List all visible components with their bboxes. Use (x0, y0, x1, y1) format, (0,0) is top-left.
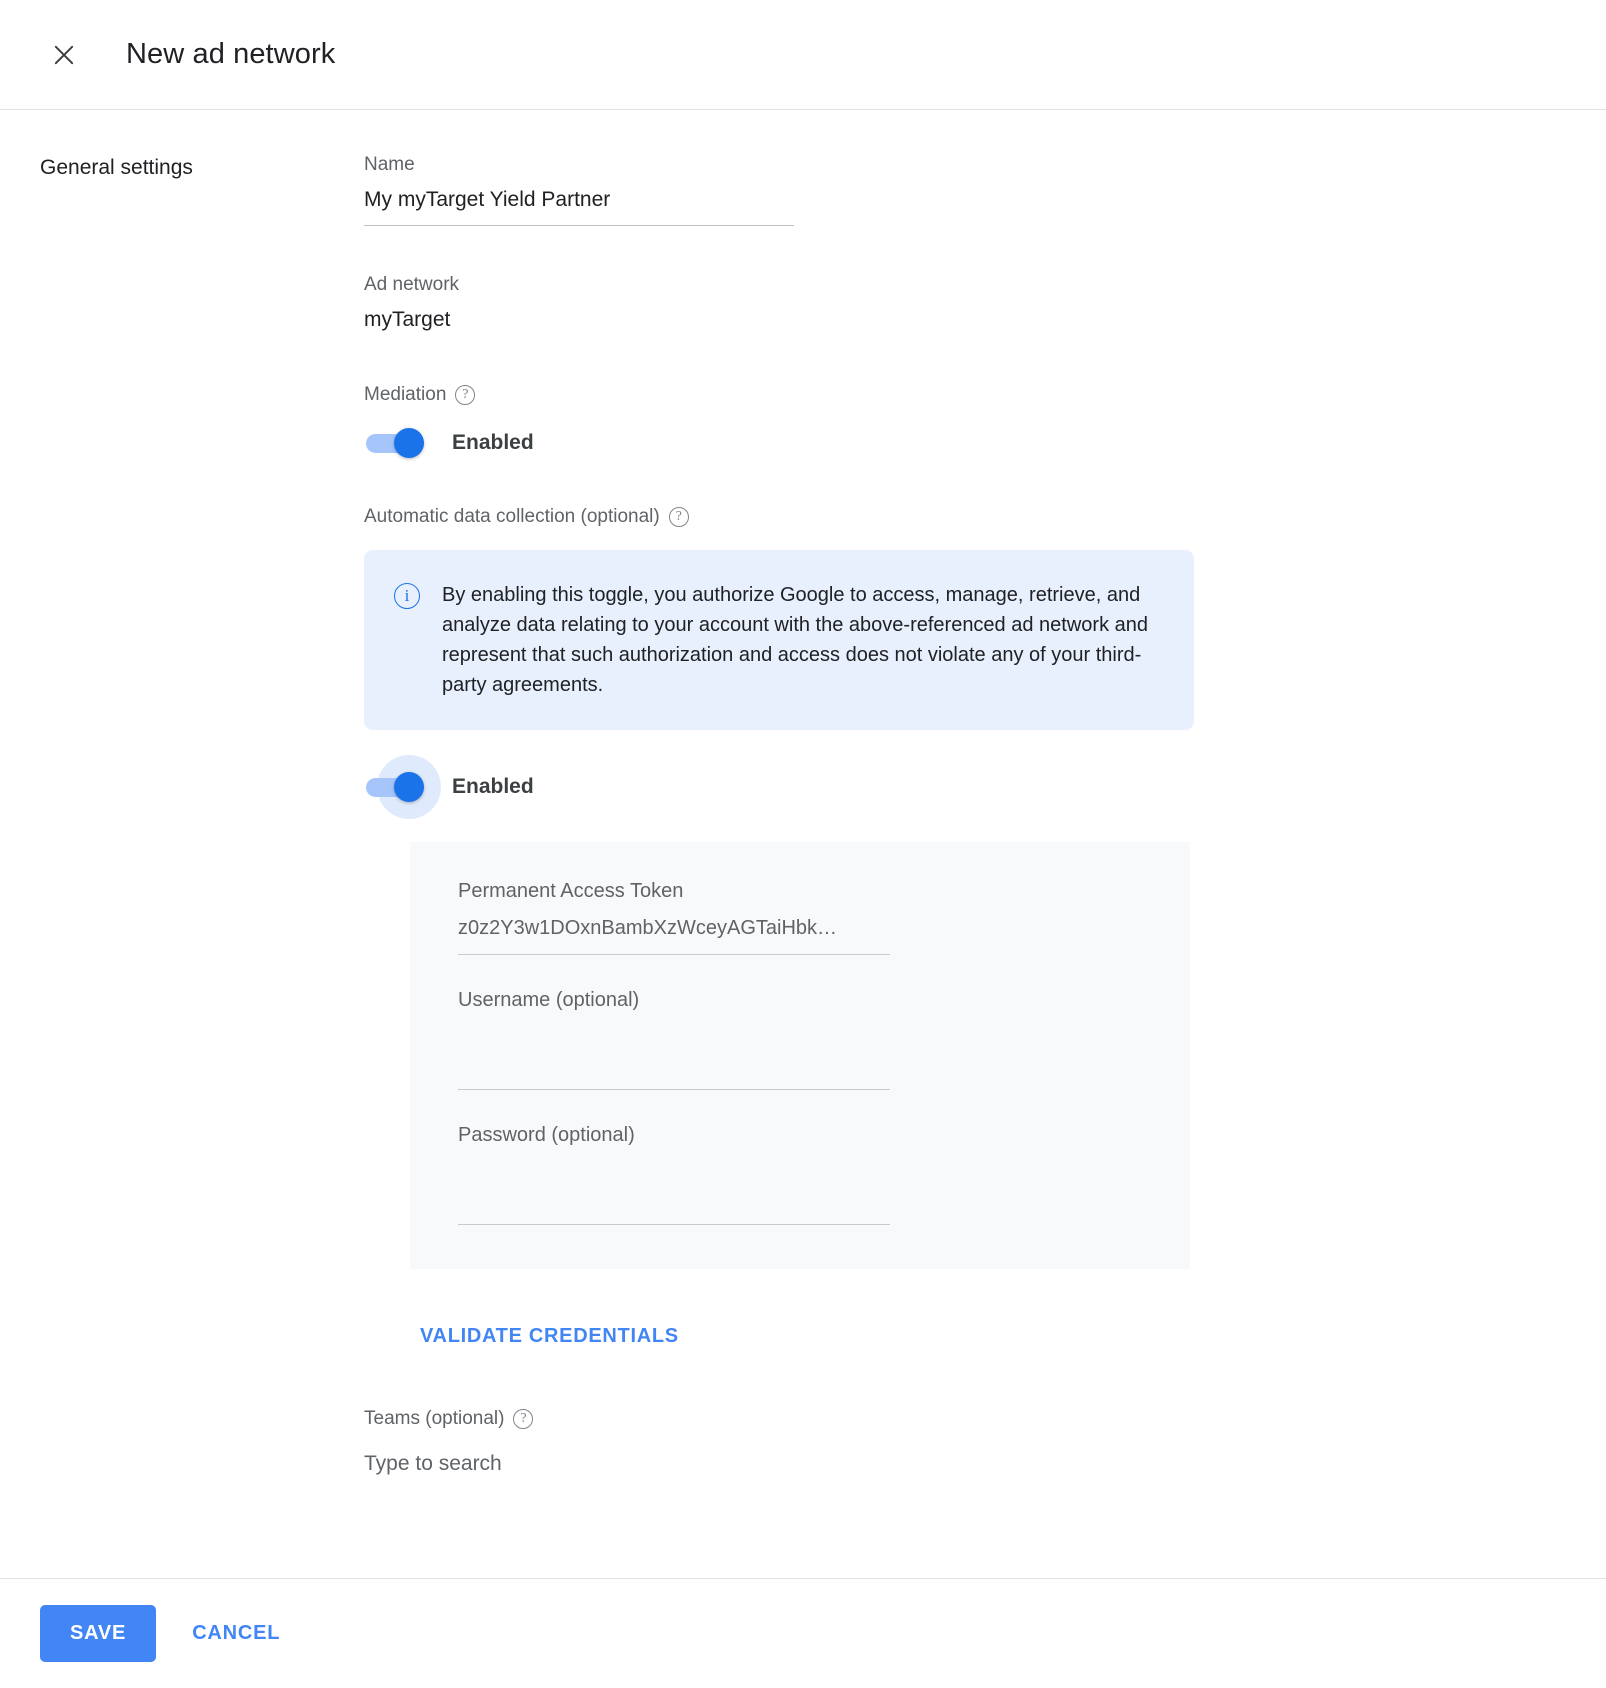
username-label: Username (optional) (458, 989, 640, 1011)
name-label: Name (364, 154, 415, 175)
credentials-panel (410, 842, 1190, 1269)
help-icon[interactable]: ? (455, 385, 475, 405)
data-collection-toggle[interactable] (364, 772, 430, 802)
authorization-info-text: By enabling this toggle, you authorize Google to access, manage, retrieve, and analyze data relating to your account with the above-referenced ad network and represent that such authorization and access does not violate any of your third-party agreements. (442, 584, 1148, 696)
data-collection-toggle-row (364, 772, 1546, 802)
data-collection-toggle-label: Enabled (452, 775, 534, 798)
password-label: Password (optional) (458, 1124, 635, 1146)
info-icon: i (394, 583, 420, 609)
section-title: General settings (40, 156, 193, 179)
data-collection-label: Automatic data collection (optional) (364, 506, 660, 527)
dialog-header (0, 0, 1606, 110)
password-field (458, 1124, 1190, 1225)
authorization-info-box (364, 550, 1194, 730)
mediation-toggle-label: Enabled (452, 431, 534, 454)
mediation-toggle-row (364, 428, 1546, 458)
teams-group (364, 1408, 1546, 1476)
password-input[interactable] (458, 1161, 890, 1225)
toggle-knob (394, 772, 424, 802)
validate-credentials-button[interactable]: VALIDATE CREDENTIALS (420, 1325, 679, 1347)
teams-search-input[interactable]: Type to search (364, 1452, 502, 1475)
token-field (458, 880, 1190, 955)
ad-network-label: Ad network (364, 274, 460, 295)
close-icon[interactable] (42, 33, 86, 77)
username-input[interactable] (458, 1026, 890, 1090)
data-collection-label-row (364, 506, 1546, 528)
username-field (458, 989, 1190, 1090)
help-icon[interactable]: ? (513, 1409, 533, 1429)
teams-label-row (364, 1408, 1546, 1430)
ad-network-value: myTarget (364, 308, 451, 331)
name-input[interactable] (364, 188, 794, 226)
mediation-toggle[interactable] (364, 428, 430, 458)
page-title: New ad network (126, 38, 336, 70)
name-field-group (364, 154, 1546, 226)
general-settings-form (364, 154, 1606, 1578)
mediation-group (364, 384, 1546, 458)
ad-network-group (364, 274, 1546, 336)
dialog-footer (0, 1578, 1606, 1688)
cancel-button[interactable]: CANCEL (170, 1605, 302, 1662)
token-input[interactable] (458, 917, 890, 955)
mediation-label: Mediation (364, 384, 447, 405)
toggle-knob (394, 428, 424, 458)
save-button[interactable]: SAVE (40, 1605, 156, 1662)
dialog-body (0, 110, 1606, 1578)
data-collection-group (364, 506, 1546, 1358)
help-icon[interactable]: ? (669, 507, 689, 527)
teams-label: Teams (optional) (364, 1408, 505, 1429)
mediation-label-row (364, 384, 1546, 406)
token-label: Permanent Access Token (458, 880, 684, 902)
